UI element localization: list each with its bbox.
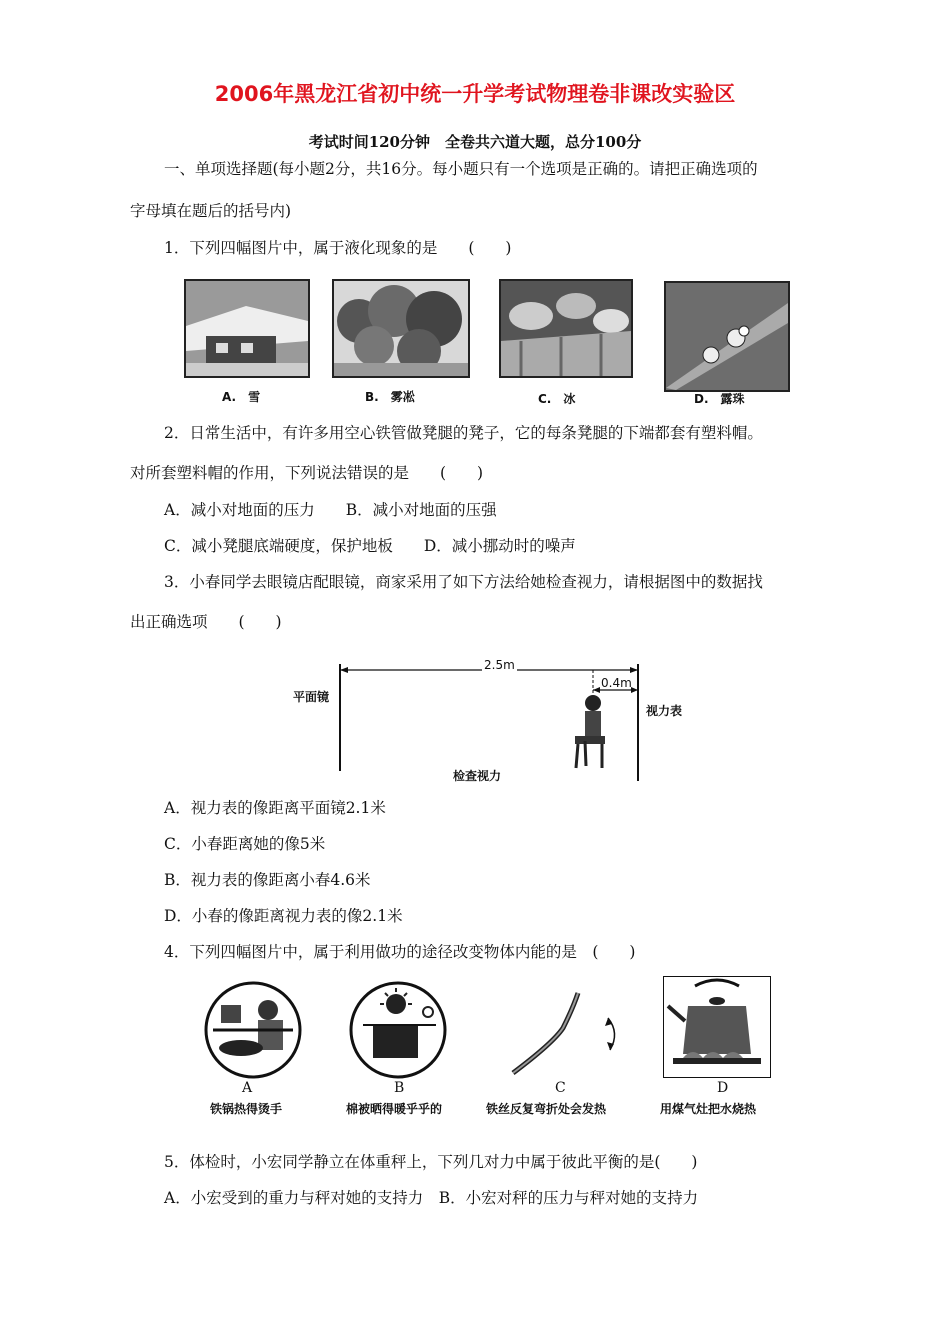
distance-2-5m-label: 2.5m	[484, 658, 515, 672]
q1-stem: 1．下列四幅图片中，属于液化现象的是 ( )	[164, 239, 512, 257]
eye-chart-label: 视力表	[646, 704, 683, 718]
distance-0-4m-label: 0.4m	[601, 676, 632, 690]
q4-caption-a: 铁锅热得烫手	[210, 1102, 283, 1116]
q1-caption-b: B. 雾凇	[365, 390, 415, 404]
q1-caption-d: D. 露珠	[694, 392, 745, 406]
q3-stem-cont: 出正确选项 ( )	[130, 613, 282, 631]
q2-options-ab: A．减小对地面的压力 B．减小对地面的压强	[164, 501, 497, 519]
q4-image-a	[203, 980, 303, 1080]
q4-caption-c: 铁丝反复弯折处会发热	[486, 1102, 607, 1116]
q4-stem: 4．下列四幅图片中，属于利用做功的途径改变物体内能的是 ( )	[164, 943, 636, 961]
photo-dew	[664, 281, 790, 392]
q4-letter-d: D	[717, 1080, 729, 1096]
figure-caption: 检查视力	[453, 769, 502, 783]
photo-rime	[332, 279, 470, 378]
q5-options-ab: A．小宏受到的重力与秤对她的支持力 B．小宏对秤的压力与秤对她的支持力	[164, 1189, 699, 1207]
q4-image-c	[508, 988, 626, 1080]
q4-caption-d: 用煤气灶把水烧热	[660, 1102, 757, 1116]
q2-options-cd: C．减小凳腿底端硬度，保护地板 D．减小挪动时的噪声	[164, 537, 576, 555]
q3-option-c: C．小春距离她的像5米	[164, 835, 326, 853]
vision-test-figure	[290, 656, 710, 786]
mirror-label: 平面镜	[293, 690, 330, 704]
photo-snow	[184, 279, 310, 378]
q4-image-b	[348, 980, 448, 1080]
q3-option-d: D．小春的像距离视力表的像2.1米	[164, 907, 403, 925]
q1-caption-a: A. 雪	[222, 390, 261, 404]
q1-caption-c: C. 冰	[538, 392, 576, 406]
q2-stem-cont: 对所套塑料帽的作用，下列说法错误的是 ( )	[130, 464, 484, 482]
q5-stem: 5．体检时，小宏同学静立在体重秤上，下列几对力中属于彼此平衡的是( )	[164, 1153, 698, 1171]
q3-option-a: A．视力表的像距离平面镜2.1米	[164, 799, 386, 817]
q4-image-d	[663, 976, 771, 1078]
exam-title: 2006年黑龙江省初中统一升学考试物理卷非课改实验区	[214, 82, 736, 106]
exam-subtitle: 考试时间120分钟 全卷共六道大题，总分100分	[308, 133, 642, 151]
seated-girl-figure	[575, 695, 605, 768]
q4-caption-b: 棉被晒得暖乎乎的	[346, 1102, 443, 1116]
q2-stem: 2．日常生活中，有许多用空心铁管做凳腿的凳子，它的每条凳腿的下端都套有塑料帽。	[164, 424, 763, 442]
q3-option-b: B．视力表的像距离小春4.6米	[164, 871, 371, 889]
section1-instructions-cont: 字母填在题后的括号内)	[130, 202, 292, 220]
q4-letter-a: A	[242, 1080, 253, 1096]
photo-ice	[499, 279, 633, 378]
q4-letter-c: C	[555, 1080, 566, 1096]
q3-stem: 3．小春同学去眼镜店配眼镜，商家采用了如下方法给她检查视力，请根据图中的数据找	[164, 573, 763, 591]
q4-letter-b: B	[394, 1080, 405, 1096]
section1-instructions: 一、单项选择题(每小题2分，共16分。每小题只有一个选项是正确的。请把正确选项的	[164, 160, 758, 178]
